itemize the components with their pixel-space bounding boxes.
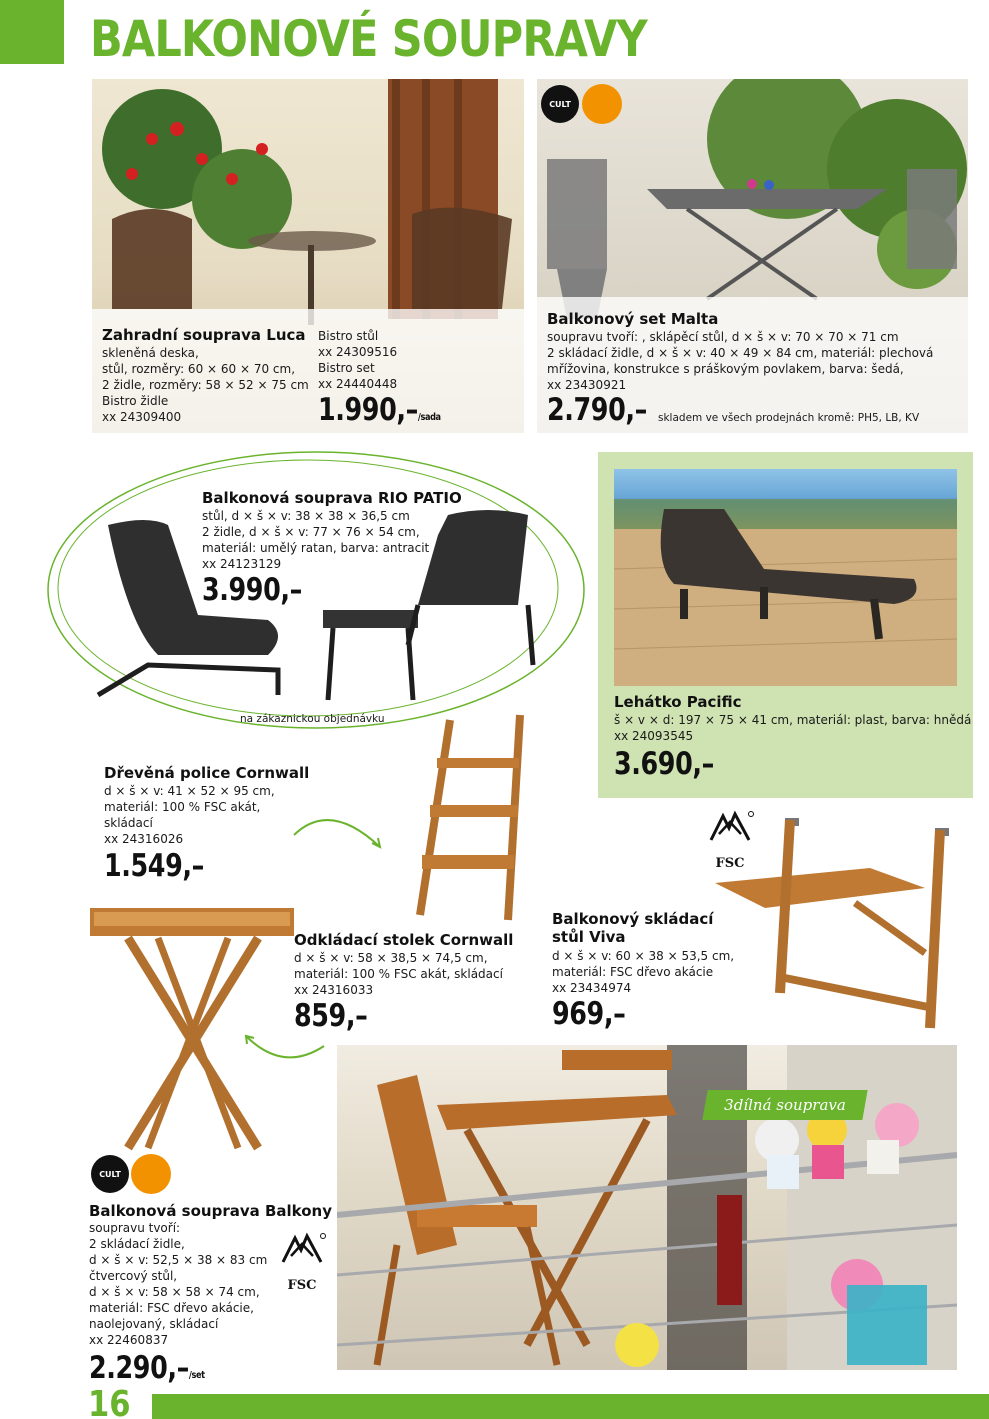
viva-title-line: Balkonový skládací (552, 910, 714, 928)
balkony-line: xx 22460837 (89, 1333, 169, 1347)
malta-title: Balkonový set Malta (547, 310, 719, 328)
cornwall-police-title: Dřevěná police Cornwall (104, 764, 310, 782)
header-accent-bar (0, 0, 64, 64)
balkony-price-value: 2.290,– (89, 1350, 189, 1386)
luca-line-right: Bistro stůl (318, 329, 379, 343)
rio-patio-title: Balkonová souprava RIO PATIO (202, 489, 462, 507)
fsc-tree-icon (277, 1232, 327, 1274)
cornwall-stolek-line: xx 24316033 (294, 983, 374, 997)
balkony-cult-badge: CULT (91, 1155, 129, 1193)
viva-line: materiál: FSC dřevo akácie (552, 965, 714, 979)
luca-price-unit: /sada (417, 412, 441, 423)
viva-title-line: stůl Viva (552, 928, 626, 946)
balkony-line: d × š × v: 52,5 × 38 × 83 cm (89, 1253, 268, 1267)
luca-line-right: xx 24309516 (318, 345, 398, 359)
pacific-title: Lehátko Pacific (614, 693, 742, 711)
balkony-line: soupravu tvoří: (89, 1221, 181, 1235)
viva-fsc-label: FSC (715, 856, 745, 871)
viva-price: 969,– (552, 996, 626, 1032)
cornwall-police-line: d × š × v: 41 × 52 × 95 cm, (104, 784, 275, 798)
luca-line-right: xx 24440448 (318, 377, 398, 391)
balkony-price (89, 1350, 205, 1386)
cornwall-stolek-line: d × š × v: 58 × 38,5 × 74,5 cm, (294, 951, 488, 965)
malta-stock-note: skladem ve všech prodejnách kromě: PH5, LB, KV (658, 412, 920, 424)
viva-description (552, 948, 734, 996)
balkony-line: materiál: FSC dřevo akácie, (89, 1301, 254, 1315)
balkony-line: d × š × v: 58 × 58 × 74 cm, (89, 1285, 260, 1299)
pacific-line: xx 24093545 (614, 729, 694, 743)
pacific-price: 3.690,– (614, 746, 714, 782)
cornwall-police-line: xx 24316026 (104, 832, 184, 846)
malta-cult-badge: CULT (541, 85, 579, 123)
rio-patio-line: stůl, d × š × v: 38 × 38 × 36,5 cm (202, 509, 410, 523)
balkony-set-tag (702, 1090, 867, 1120)
balkony-description (89, 1220, 267, 1348)
page-number: 16 (88, 1384, 131, 1419)
luca-line: stůl, rozměry: 60 × 60 × 70 cm, (102, 362, 296, 376)
arrow-icon (290, 805, 390, 855)
arrow-icon (238, 1028, 328, 1070)
pacific-description (614, 712, 971, 744)
balkony-price-unit: /set (188, 1370, 205, 1381)
cornwall-stolek-title: Odkládací stolek Cornwall (294, 931, 514, 949)
cornwall-stolek-line: materiál: 100 % FSC akát, skládací (294, 967, 503, 981)
cornwall-police-price: 1.549,– (104, 848, 204, 884)
malta-line: 2 skládací židle, d × š × v: 40 × 49 × 84 cm, materiál: plechová (547, 346, 934, 360)
balkony-line: 2 skládací židle, (89, 1237, 185, 1251)
rio-patio-line: 2 židle, d × š × v: 77 × 76 × 54 cm, (202, 525, 420, 539)
balkony-fsc-logo (274, 1232, 330, 1293)
viva-line: xx 23434974 (552, 981, 632, 995)
rio-patio-line: materiál: umělý ratan, barva: antracit (202, 541, 430, 555)
malta-price: 2.790,– (547, 392, 647, 428)
page-title: BALKONOVÉ SOUPRAVY (90, 10, 647, 68)
luca-description-right (318, 328, 397, 392)
luca-line: skleněná deska, (102, 346, 199, 360)
viva-title (552, 910, 713, 946)
balkony-line: naolejovaný, skládací (89, 1317, 219, 1331)
pacific-photo-illustration (614, 469, 957, 686)
luca-line: 2 židle, rozměry: 58 × 52 × 75 cm (102, 378, 309, 392)
pacific-line: š × v × d: 197 × 75 × 41 cm, materiál: plast, barva: hnědá (614, 713, 972, 727)
malta-line: mřížovina, konstrukce s práškovým povlakem, barva: šedá, (547, 362, 904, 376)
balkony-line: čtvercový stůl, (89, 1269, 178, 1283)
balkony-orange-badge (131, 1154, 171, 1194)
cornwall-police-line: materiál: 100 % FSC akát, (104, 800, 261, 814)
rio-patio-line: xx 24123129 (202, 557, 282, 571)
cornwall-police-line: skládací (104, 816, 153, 830)
cornwall-stolek-description (294, 950, 503, 998)
luca-line-right: Bistro set (318, 361, 375, 375)
rio-patio-description (202, 508, 429, 572)
viva-line: d × š × v: 60 × 38 × 53,5 cm, (552, 949, 735, 963)
luca-price (318, 392, 441, 428)
viva-table-illustration (705, 808, 961, 1033)
luca-line: xx 24309400 (102, 410, 182, 424)
malta-description (547, 329, 933, 393)
cornwall-stolek-price: 859,– (294, 998, 368, 1034)
luca-title: Zahradní souprava Luca (102, 326, 306, 344)
pacific-photo (614, 469, 957, 686)
luca-price-value: 1.990,– (318, 392, 418, 428)
luca-description (102, 345, 309, 425)
luca-line: Bistro židle (102, 394, 169, 408)
rio-patio-order-note: na zákaznickou objednávku (240, 713, 385, 725)
malta-orange-badge (582, 84, 622, 124)
footer-accent-bar (152, 1394, 989, 1419)
cornwall-shelf-illustration (412, 710, 530, 925)
balkony-fsc-label: FSC (287, 1278, 317, 1293)
rio-patio-price: 3.990,– (202, 572, 302, 608)
cornwall-police-description (104, 783, 275, 847)
malta-line: soupravu tvoří: , sklápěcí stůl, d × š × v: 70 × 70 × 71 cm (547, 330, 899, 344)
malta-line: xx 23430921 (547, 378, 627, 392)
balkony-set-tag-label: 3dílná souprava (724, 1096, 846, 1114)
balkony-title: Balkonová souprava Balkony (89, 1202, 333, 1220)
